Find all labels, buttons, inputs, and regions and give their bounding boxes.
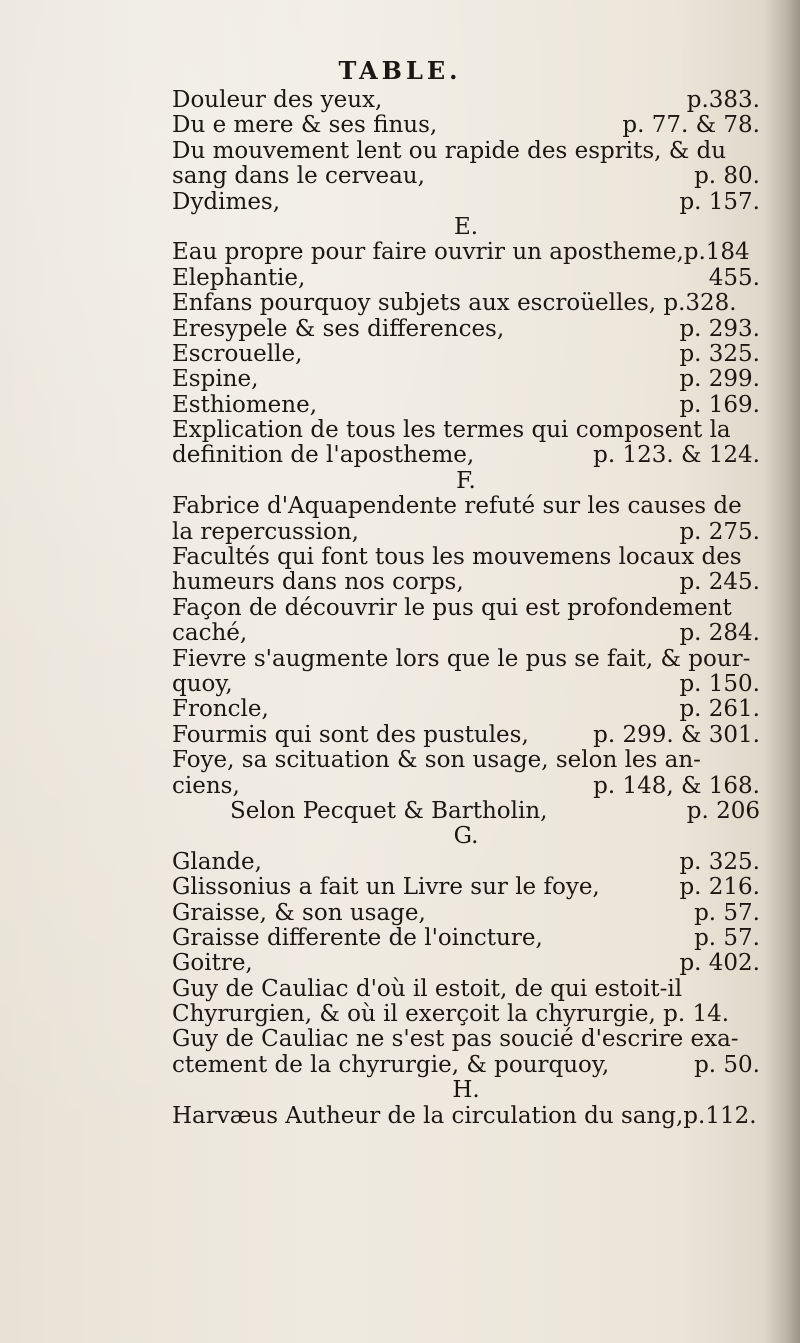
entry-text: Fourmis qui sont des pustules, — [172, 722, 529, 748]
entry-text: Fievre s'augmente lors que le pus se fait, & pour- — [172, 646, 751, 672]
entry-text: Glissonius a fait un Livre sur le foye, — [172, 875, 600, 901]
entry-text: Façon de découvrir le pus qui est profondement — [172, 595, 732, 621]
entry-text: quoy, — [172, 671, 233, 697]
index-entry — [172, 317, 760, 342]
index-entry — [172, 139, 760, 164]
entry-text: ciens, — [172, 773, 240, 799]
entry-text: Dydimes, — [172, 189, 281, 215]
entry-text: Eresypele & ses differences, — [172, 316, 505, 342]
index-entry — [172, 88, 760, 113]
entry-page-ref: p. 148, & 168. — [593, 773, 760, 799]
entry-text: sang dans le cerveau, — [172, 164, 425, 190]
entry-text: Glande, — [172, 849, 262, 875]
index-entry — [172, 164, 760, 189]
entry-text: Explication de tous les termes qui composent la — [172, 418, 731, 444]
page-edge-shadow — [764, 0, 800, 1343]
entry-text: Harvæus Autheur de la circulation du sang,p.112. — [172, 1103, 757, 1129]
entry-text: Douleur des yeux, — [172, 88, 383, 113]
index-entry — [172, 113, 760, 138]
index-entry — [172, 951, 760, 976]
entry-page-ref: p. 123. & 124. — [593, 443, 760, 469]
index-entry — [172, 1002, 760, 1027]
entry-page-ref: p. 325. — [679, 341, 760, 367]
index-list — [172, 88, 760, 1129]
entry-text: Graisse differente de l'oincture, — [172, 925, 543, 951]
index-entry — [172, 367, 760, 392]
entry-text: Selon Pecquet & Bartholin, — [230, 798, 548, 824]
entry-text: Guy de Cauliac ne s'est pas soucié d'escrire exa- — [172, 1027, 739, 1053]
section-letter — [172, 469, 760, 494]
index-entry — [172, 748, 760, 773]
entry-page-ref: p. 299. — [679, 367, 760, 393]
entry-text: Goitre, — [172, 951, 253, 977]
index-entry — [172, 647, 760, 672]
index-entry — [172, 443, 760, 468]
entry-page-ref: p. 284. — [679, 621, 760, 647]
entry-page-ref: p. 275. — [679, 519, 760, 545]
index-entry — [172, 596, 760, 621]
index-entry — [172, 418, 760, 443]
index-entry — [172, 901, 760, 926]
entry-text: Facultés qui font tous les mouvemens locaux des — [172, 545, 742, 571]
index-entry — [172, 240, 760, 265]
entry-text: Froncle, — [172, 697, 269, 723]
index-entry — [172, 697, 760, 722]
index-entry — [172, 342, 760, 367]
index-entry — [172, 393, 760, 418]
entry-text: Espine, — [172, 367, 259, 393]
entry-text: humeurs dans nos corps, — [172, 570, 464, 596]
index-entry — [172, 1104, 760, 1129]
entry-page-ref: p. 402. — [679, 951, 760, 977]
entry-text: definition de l'apostheme, — [172, 443, 475, 469]
index-entry — [172, 494, 760, 519]
index-entry — [172, 672, 760, 697]
index-entry — [172, 850, 760, 875]
page-heading: TABLE. — [338, 56, 462, 85]
index-entry — [172, 977, 760, 1002]
index-entry — [172, 723, 760, 748]
entry-text: Foye, sa scituation & son usage, selon les an- — [172, 748, 701, 774]
entry-text: Enfans pourquoy subjets aux escroüelles, p.328. — [172, 291, 737, 317]
index-entry — [172, 266, 760, 291]
entry-page-ref: p. 245. — [679, 570, 760, 596]
entry-text: Escrouelle, — [172, 341, 303, 367]
index-entry — [172, 926, 760, 951]
entry-text: Elephantie, — [172, 265, 306, 291]
entry-text: Du e mere & ses finus, — [172, 113, 438, 139]
entry-page-ref: p.383. — [686, 88, 760, 113]
entry-page-ref: p. 299. & 301. — [593, 722, 760, 748]
entry-page-ref: p. 77. & 78. — [622, 113, 760, 139]
entry-page-ref: p. 216. — [679, 875, 760, 901]
index-entry — [172, 1053, 760, 1078]
entry-page-ref: p. 261. — [679, 697, 760, 723]
entry-text: ctement de la chyrurgie, & pourquoy, — [172, 1052, 610, 1078]
section-letter — [172, 1078, 760, 1103]
entry-page-ref: p. 150. — [679, 671, 760, 697]
index-entry — [172, 520, 760, 545]
entry-text: Eau propre pour faire ouvrir un apostheme,p.184 — [172, 240, 750, 266]
entry-text: la repercussion, — [172, 519, 359, 545]
entry-page-ref: p. 157. — [679, 189, 760, 215]
entry-text: Guy de Cauliac d'où il estoit, de qui estoit-il — [172, 976, 683, 1002]
index-entry — [172, 621, 760, 646]
section-letter-text: H. — [452, 1078, 480, 1104]
entry-text: Esthiomene, — [172, 392, 318, 418]
entry-text: Fabrice d'Aquapendente refuté sur les causes de — [172, 494, 742, 520]
entry-text: caché, — [172, 621, 248, 647]
index-entry — [172, 291, 760, 316]
entry-page-ref: p. 80. — [694, 164, 760, 190]
section-letter-text: E. — [453, 214, 479, 240]
entry-text: Graisse, & son usage, — [172, 900, 426, 926]
section-letter-text: F. — [456, 468, 476, 494]
entry-page-ref: p. 57. — [694, 900, 760, 926]
entry-page-ref: p. 206 — [686, 798, 760, 824]
index-entry — [172, 545, 760, 570]
index-entry — [172, 875, 760, 900]
index-entry — [172, 799, 760, 824]
section-letter — [172, 215, 760, 240]
index-entry — [172, 774, 760, 799]
section-letter-text: G. — [453, 824, 479, 850]
entry-text: Du mouvement lent ou rapide des esprits, & du — [172, 138, 727, 164]
index-entry — [172, 570, 760, 595]
entry-page-ref: p. 57. — [694, 925, 760, 951]
index-entry — [172, 1027, 760, 1052]
entry-page-ref: p. 293. — [679, 316, 760, 342]
entry-text: Chyrurgien, & où il exerçoit la chyrurgie, p. 14. — [172, 1002, 730, 1028]
section-letter — [172, 824, 760, 849]
entry-page-ref: p. 169. — [679, 392, 760, 418]
entry-page-ref: 455. — [708, 265, 760, 291]
entry-page-ref: p. 325. — [679, 849, 760, 875]
index-entry — [172, 190, 760, 215]
entry-page-ref: p. 50. — [694, 1052, 760, 1078]
